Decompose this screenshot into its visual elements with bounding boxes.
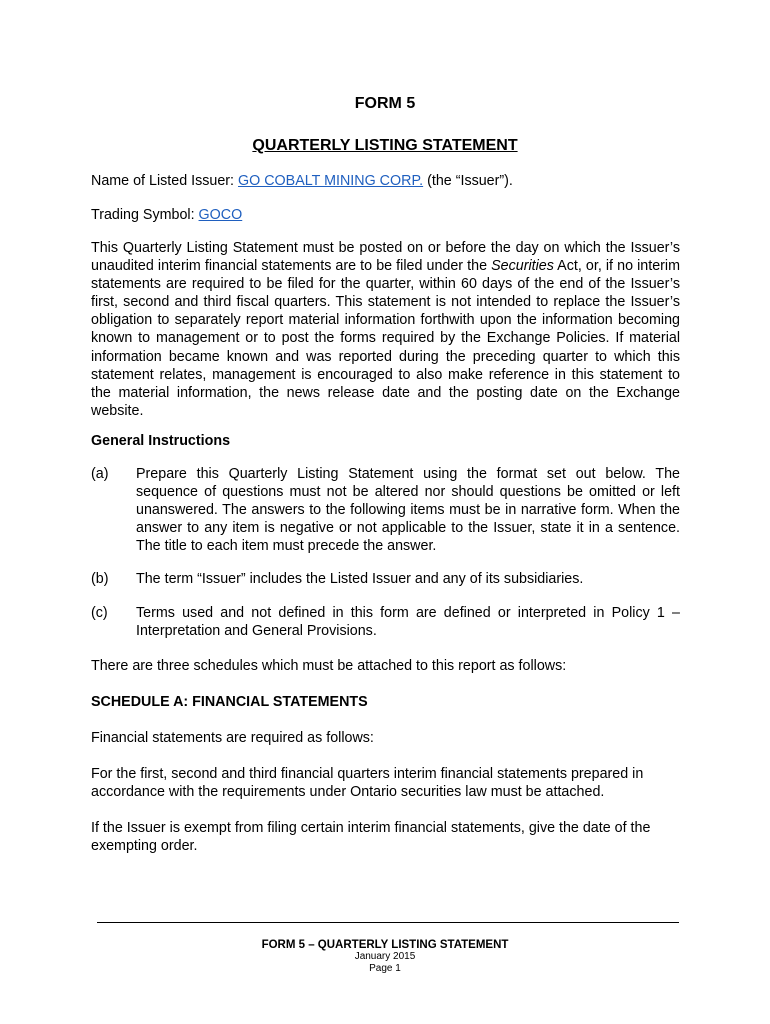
- instruction-b-text: The term “Issuer” includes the Listed Issuer and any of its subsidiaries.: [136, 571, 584, 587]
- schedule-a-heading: SCHEDULE A: FINANCIAL STATEMENTS: [91, 694, 368, 710]
- trading-symbol-label: Trading Symbol:: [91, 207, 199, 223]
- schedules-intro: There are three schedules which must be attached to this report as follows:: [91, 658, 567, 674]
- trading-symbol-line: [91, 206, 680, 224]
- general-instructions-heading: General Instructions: [91, 433, 231, 449]
- footer-title: FORM 5 – QUARTERLY LISTING STATEMENT: [261, 939, 509, 951]
- instruction-b-label: (b): [91, 571, 109, 587]
- fs-quarters: For the first, second and third financial quarters interim financial statements prepared in accordance with the requirements under Ontario securities law must be attached.: [91, 766, 644, 801]
- footer-date: January 2015: [354, 951, 416, 962]
- fs-exempt: If the Issuer is exempt from filing certain interim financial statements, give the date of the exempting order.: [91, 820, 651, 855]
- intro-text-2: Act, or, if no interim statements are required to be filed for the quarter, within 60 days of the end of the Issuer’s first, second and third fiscal quarters. This statement is not intended to replace the Issuer’s obligation to separately report material information forthwith upon the information becoming known to management or to post the forms required by the Exchange Policies. If material information became known and was reported during the preceding quarter to which this statement relates, management is encouraged to also make reference in this statement to the material information, the news release date and the posting date on the Exchange website.: [91, 258, 681, 419]
- issuer-suffix: (the “Issuer”).: [423, 173, 513, 189]
- footer-divider: [97, 922, 679, 923]
- issuer-label: Name of Listed Issuer:: [91, 173, 239, 189]
- trading-symbol-link[interactable]: GOCO: [198, 207, 243, 223]
- issuer-name-line: [91, 172, 680, 190]
- footer: [0, 939, 770, 975]
- intro-paragraph: [91, 239, 680, 420]
- instruction-a-text: Prepare this Quarterly Listing Statement using the format set out below. The sequence of questions must not be altered nor should questions be omitted or left unanswered. The answers to the following items must be in narrative form. When the answer to any item is negative or not applicable to the Issuer, state it in a sentence. The title to each item must precede the answer.: [136, 466, 680, 555]
- intro-italic: Securities: [491, 258, 554, 275]
- issuer-name-link[interactable]: GO COBALT MINING CORP.: [238, 173, 424, 189]
- footer-page-number: Page 1: [369, 963, 401, 974]
- instruction-c-text: Terms used and not defined in this form are defined or interpreted in Policy 1 – Interpretation and General Provisions.: [136, 605, 680, 640]
- fs-required: Financial statements are required as follows:: [91, 730, 374, 746]
- instruction-c-label: (c): [91, 605, 108, 621]
- form-title: QUARTERLY LISTING STATEMENT: [252, 137, 518, 154]
- intro-text-1: This Quarterly Listing Statement must be posted on or before the day on which the Issuer’s unaudited interim financial statements are to be filed under the: [91, 240, 680, 275]
- form-number: FORM 5: [354, 95, 416, 112]
- instruction-a-label: (a): [91, 466, 109, 482]
